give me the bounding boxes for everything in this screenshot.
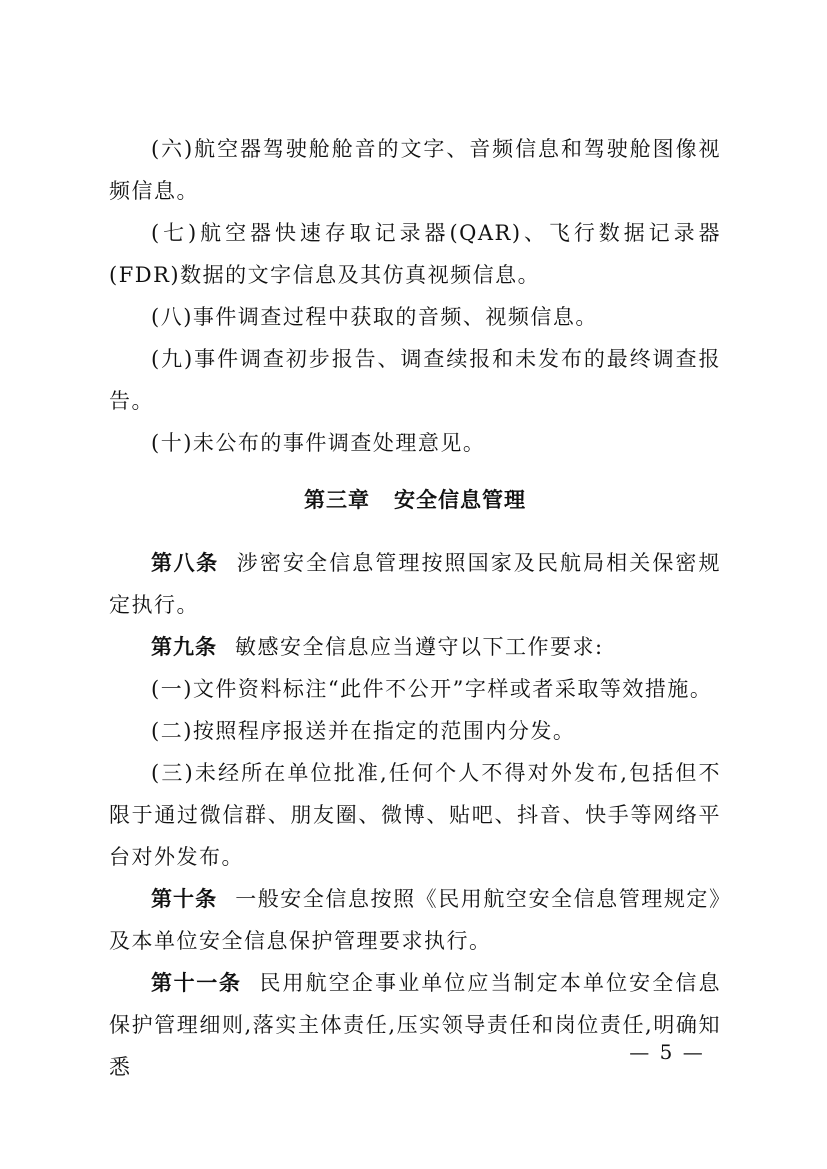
article-9-item-1: (一)文件资料标注“此件不公开”字样或者采取等效措施。 xyxy=(151,677,713,701)
article-9-item-3: (三)未经所在单位批准,任何个人不得对外发布,包括但不限于通过微信群、朋友圈、微博、贴吧、抖音、快手等网络平台对外发布。 xyxy=(109,761,721,869)
article-8 xyxy=(109,542,721,626)
list-item-7: (七)航空器快速存取记录器(QAR)、飞行数据记录器(FDR)数据的文字信息及其仿真视频信息。 xyxy=(109,221,721,287)
article-9 xyxy=(109,626,721,668)
list-item-10: (十)未公布的事件调查处理意见。 xyxy=(151,431,486,455)
page-number: — 5 — xyxy=(629,1040,705,1064)
chapter-heading xyxy=(109,480,721,520)
article-8-text: 涉密安全信息管理按照国家及民航局相关保密规定执行。 xyxy=(109,551,722,617)
list-item-9: (九)事件调查初步报告、调查续报和未发布的最终调查报告。 xyxy=(109,347,721,413)
chapter-title: 安全信息管理 xyxy=(394,488,526,512)
article-9-item-2: (二)按照程序报送并在指定的范围内分发。 xyxy=(151,719,576,743)
article-10-label: 第十条 xyxy=(151,887,218,911)
article-11-text: 民用航空企事业单位应当制定本单位安全信息保护管理细则,落实主体责任,压实领导责任和岗位责任,明确知悉 xyxy=(109,971,722,1079)
list-item-8: (八)事件调查过程中获取的音频、视频信息。 xyxy=(151,305,598,329)
chapter-number: 第三章 xyxy=(304,488,370,512)
article-9-text: 敏感安全信息应当遵守以下工作要求: xyxy=(235,635,604,659)
article-10 xyxy=(109,878,721,962)
article-9-label: 第九条 xyxy=(151,635,217,659)
document-body xyxy=(109,128,721,1088)
article-11-label: 第十一条 xyxy=(151,971,242,995)
article-11 xyxy=(109,962,721,1088)
article-8-label: 第八条 xyxy=(151,551,219,575)
list-item-6: (六)航空器驾驶舱舱音的文字、音频信息和驾驶舱图像视频信息。 xyxy=(109,137,721,203)
article-10-text: 一般安全信息按照《民用航空安全信息管理规定》及本单位安全信息保护管理要求执行。 xyxy=(109,887,721,953)
